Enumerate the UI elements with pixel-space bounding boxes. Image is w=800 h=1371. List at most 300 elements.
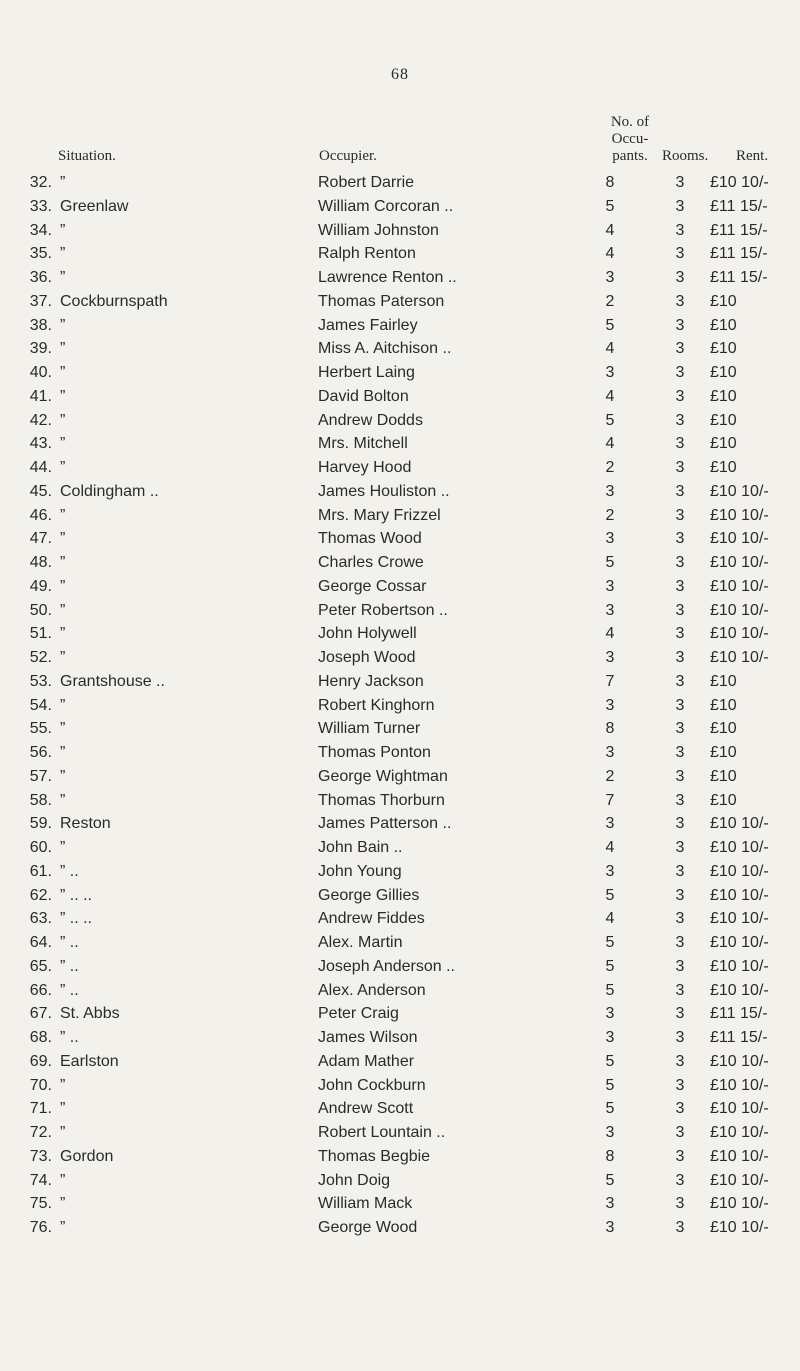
row-occupier: Henry Jackson [318, 672, 424, 690]
row-rooms: 3 [675, 981, 685, 999]
row-rent: £10 [710, 696, 737, 714]
row-occupants: 5 [605, 316, 615, 334]
row-number: 42. [29, 411, 52, 429]
table-row [0, 694, 800, 718]
row-rent: £10 [710, 364, 737, 381]
row-occupier: William Johnston [318, 221, 439, 239]
row-occupants: 4 [605, 245, 615, 263]
table-row [0, 1216, 800, 1240]
row-number: 62. [29, 886, 52, 904]
row-number: 57. [29, 767, 52, 785]
row-rooms: 3 [675, 364, 685, 381]
row-number: 63. [29, 910, 52, 928]
table-row [0, 551, 800, 575]
row-number: 66. [29, 981, 52, 999]
row-occupants: 8 [605, 1147, 615, 1165]
row-rent: £10 [710, 767, 737, 785]
row-rooms: 3 [675, 577, 685, 595]
row-rooms: 3 [675, 791, 685, 809]
row-rooms: 3 [675, 1219, 685, 1236]
row-rooms: 3 [675, 934, 685, 951]
row-rent: £10 10/- [710, 1195, 769, 1213]
row-number: 65. [29, 957, 52, 975]
row-number: 53. [29, 672, 52, 690]
row-rooms: 3 [675, 957, 685, 975]
row-occupier: Thomas Begbie [318, 1147, 431, 1165]
row-situation: Reston [60, 815, 111, 833]
table-row [0, 1121, 800, 1145]
row-occupants: 5 [605, 411, 615, 429]
row-number: 47. [29, 530, 52, 548]
row-occupier: James Wilson [318, 1029, 418, 1046]
row-situation: ” .. [60, 934, 79, 951]
table-row [0, 1097, 800, 1121]
row-situation: ” [60, 696, 66, 714]
row-rent: £10 [710, 292, 737, 310]
row-number: 44. [29, 459, 52, 476]
row-number: 70. [29, 1076, 52, 1094]
row-occupier: Andrew Dodds [318, 411, 423, 429]
row-number: 32. [29, 174, 52, 191]
table-row [0, 907, 800, 931]
row-occupants: 3 [605, 601, 615, 619]
row-rent: £11 15/- [710, 1029, 768, 1046]
row-situation: ” .. .. [60, 886, 92, 904]
row-situation: ” [60, 387, 66, 405]
row-occupier: Thomas Ponton [318, 744, 431, 761]
row-rooms: 3 [675, 340, 685, 358]
row-rooms: 3 [675, 221, 685, 239]
row-number: 55. [29, 720, 52, 738]
table-row [0, 860, 800, 884]
row-rent: £10 10/- [710, 862, 769, 880]
row-rent: £10 10/- [710, 815, 769, 833]
row-situation: ” [60, 1171, 66, 1189]
row-rent: £10 10/- [710, 482, 769, 500]
row-occupier: Robert Lountain .. [318, 1124, 446, 1141]
row-occupants: 3 [605, 1124, 615, 1141]
row-situation: ” [60, 174, 66, 191]
row-rent: £10 [710, 672, 737, 690]
row-number: 37. [29, 292, 52, 310]
row-occupier: Peter Robertson .. [318, 601, 448, 619]
row-situation: ” [60, 577, 66, 595]
row-occupants: 4 [605, 839, 615, 856]
row-rent: £10 10/- [710, 174, 769, 191]
row-occupier: Joseph Wood [318, 649, 416, 666]
table-row [0, 527, 800, 551]
table-row [0, 955, 800, 979]
row-rent: £10 10/- [710, 910, 769, 928]
row-number: 38. [29, 316, 52, 334]
row-rooms: 3 [675, 1052, 685, 1070]
header-rent: Rent. [736, 148, 769, 164]
table-row [0, 409, 800, 433]
row-occupants: 5 [605, 1171, 615, 1189]
row-rooms: 3 [675, 292, 685, 310]
row-number: 50. [29, 601, 52, 619]
row-situation: ” [60, 744, 66, 761]
row-occupants: 3 [605, 862, 615, 880]
row-rent: £11 15/- [710, 245, 768, 263]
table-row [0, 171, 800, 195]
row-rooms: 3 [675, 269, 685, 286]
row-rooms: 3 [675, 625, 685, 643]
header-situation: Situation. [58, 148, 116, 164]
row-number: 39. [29, 340, 52, 358]
row-occupants: 3 [605, 649, 615, 666]
row-occupier: William Turner [318, 720, 421, 738]
row-occupants: 2 [605, 459, 615, 476]
row-rent: £11 15/- [710, 221, 768, 239]
row-situation: ” [60, 221, 66, 239]
table-row [0, 266, 800, 290]
row-occupier: Mrs. Mitchell [318, 435, 408, 453]
row-situation: ” .. [60, 981, 79, 999]
row-occupants: 5 [605, 1100, 615, 1118]
header-rooms: Rooms. [662, 148, 709, 164]
row-occupier: George Cossar [318, 577, 427, 595]
row-occupier: Lawrence Renton .. [318, 269, 457, 286]
row-number: 73. [29, 1147, 52, 1165]
row-situation: ” [60, 554, 66, 571]
row-occupier: John Young [318, 862, 402, 880]
row-occupants: 4 [605, 910, 615, 928]
row-rooms: 3 [675, 459, 685, 476]
table-row [0, 575, 800, 599]
row-rooms: 3 [675, 435, 685, 453]
row-occupants: 5 [605, 934, 615, 951]
row-situation: ” [60, 411, 66, 429]
row-occupants: 2 [605, 506, 615, 524]
row-rooms: 3 [675, 530, 685, 548]
row-occupants: 4 [605, 221, 615, 239]
row-number: 61. [29, 862, 52, 880]
table-row [0, 1002, 800, 1026]
row-number: 45. [29, 482, 52, 500]
table-row [0, 789, 800, 813]
row-number: 68. [29, 1029, 52, 1046]
table-row [0, 1074, 800, 1098]
row-number: 54. [29, 696, 52, 714]
row-situation: ” [60, 364, 66, 381]
row-rooms: 3 [675, 696, 685, 714]
row-rent: £10 10/- [710, 530, 769, 548]
row-occupier: Thomas Thorburn [318, 791, 445, 809]
row-rent: £10 [710, 744, 737, 761]
row-occupier: Ralph Renton [318, 245, 416, 263]
table-row [0, 646, 800, 670]
row-occupants: 7 [605, 672, 615, 690]
row-rooms: 3 [675, 1124, 685, 1141]
row-rent: £10 10/- [710, 1076, 769, 1094]
row-occupants: 5 [605, 1076, 615, 1094]
row-rooms: 3 [675, 862, 685, 880]
row-rooms: 3 [675, 672, 685, 690]
row-occupier: George Gillies [318, 886, 420, 904]
row-occupants: 3 [605, 815, 615, 833]
row-rent: £10 [710, 340, 737, 358]
row-occupants: 4 [605, 340, 615, 358]
table-row [0, 717, 800, 741]
row-rent: £11 15/- [710, 269, 768, 286]
row-rooms: 3 [675, 316, 685, 334]
row-rent: £10 10/- [710, 981, 769, 999]
row-rent: £10 [710, 720, 737, 738]
table-row [0, 480, 800, 504]
row-rent: £10 10/- [710, 649, 769, 666]
row-occupier: Robert Kinghorn [318, 696, 435, 714]
row-occupier: John Bain .. [318, 839, 403, 856]
row-rent: £10 [710, 791, 737, 809]
row-number: 48. [29, 554, 52, 571]
row-rent: £10 [710, 316, 737, 334]
row-occupants: 4 [605, 387, 615, 405]
row-occupants: 4 [605, 435, 615, 453]
row-occupier: George Wood [318, 1219, 418, 1236]
row-rent: £10 10/- [710, 957, 769, 975]
row-number: 74. [29, 1171, 52, 1189]
header-occupants: No. of Occu- pants. [610, 114, 650, 164]
header-occupier: Occupier. [319, 148, 377, 164]
table-row [0, 1192, 800, 1216]
row-number: 71. [29, 1100, 52, 1118]
row-occupants: 3 [605, 269, 615, 286]
row-rent: £10 10/- [710, 839, 769, 856]
page-number: 68 [391, 66, 409, 83]
row-rooms: 3 [675, 411, 685, 429]
row-situation: Greenlaw [60, 197, 129, 215]
row-occupants: 2 [605, 292, 615, 310]
row-rent: £10 [710, 411, 737, 429]
row-rooms: 3 [675, 720, 685, 738]
row-rooms: 3 [675, 197, 685, 215]
row-situation: ” [60, 316, 66, 334]
row-rent: £10 10/- [710, 1100, 769, 1118]
table-row [0, 314, 800, 338]
row-rent: £10 10/- [710, 1147, 769, 1165]
row-occupier: Harvey Hood [318, 459, 412, 476]
table-row [0, 432, 800, 456]
row-number: 43. [29, 435, 52, 453]
row-rent: £10 10/- [710, 1219, 769, 1236]
row-situation: Grantshouse .. [60, 672, 165, 690]
row-situation: ” [60, 1100, 66, 1118]
row-rooms: 3 [675, 1100, 685, 1118]
table-row [0, 290, 800, 314]
row-rooms: 3 [675, 910, 685, 928]
row-situation: ” [60, 1124, 66, 1141]
row-number: 33. [29, 197, 52, 215]
row-occupier: James Houliston .. [318, 482, 450, 500]
row-occupants: 5 [605, 197, 615, 215]
row-rent: £10 10/- [710, 1052, 769, 1070]
row-occupier: Adam Mather [318, 1052, 415, 1070]
row-situation: Coldingham .. [60, 482, 159, 500]
table-row [0, 195, 800, 219]
row-rent: £10 [710, 459, 737, 476]
row-occupier: William Mack [318, 1195, 413, 1213]
row-occupants: 3 [605, 1029, 615, 1046]
table-row [0, 741, 800, 765]
row-occupants: 4 [605, 625, 615, 643]
row-occupier: George Wightman [318, 767, 448, 785]
row-number: 51. [29, 625, 52, 643]
row-situation: ” [60, 601, 66, 619]
row-occupier: Andrew Fiddes [318, 910, 425, 928]
row-situation: Earlston [60, 1052, 119, 1070]
row-occupier: John Cockburn [318, 1076, 426, 1094]
row-occupants: 3 [605, 482, 615, 500]
row-situation: ” [60, 459, 66, 476]
row-occupier: John Holywell [318, 625, 417, 643]
row-situation: ” [60, 435, 66, 453]
row-situation: ” .. [60, 1029, 79, 1046]
row-number: 40. [29, 364, 52, 381]
row-number: 56. [29, 744, 52, 761]
row-rooms: 3 [675, 1171, 685, 1189]
row-number: 36. [29, 269, 52, 286]
row-occupants: 8 [605, 174, 615, 191]
row-occupier: Miss A. Aitchison .. [318, 340, 452, 358]
row-situation: ” [60, 625, 66, 643]
row-occupier: Robert Darrie [318, 174, 415, 191]
row-number: 76. [29, 1219, 52, 1236]
row-occupier: David Bolton [318, 387, 409, 405]
row-situation: ” [60, 839, 66, 856]
row-number: 46. [29, 506, 52, 524]
row-number: 52. [29, 649, 52, 666]
row-occupier: Peter Craig [318, 1005, 399, 1023]
table-row [0, 884, 800, 908]
row-occupants: 7 [605, 791, 615, 809]
row-occupants: 5 [605, 957, 615, 975]
row-rent: £10 10/- [710, 554, 769, 571]
table-row [0, 337, 800, 361]
table-row [0, 219, 800, 243]
row-situation: ” [60, 767, 66, 785]
row-rent: £10 10/- [710, 506, 769, 524]
row-occupier: John Doig [318, 1171, 391, 1189]
row-occupier: James Fairley [318, 316, 418, 334]
row-rent: £10 10/- [710, 934, 769, 951]
row-rooms: 3 [675, 1195, 685, 1213]
row-occupants: 3 [605, 530, 615, 548]
row-rent: £10 10/- [710, 601, 769, 619]
row-rent: £10 [710, 435, 737, 453]
row-situation: ” [60, 1076, 66, 1094]
table-row [0, 812, 800, 836]
row-occupier: Thomas Paterson [318, 292, 445, 310]
table-row [0, 1050, 800, 1074]
row-situation: ” [60, 245, 66, 263]
row-occupants: 3 [605, 1195, 615, 1213]
row-number: 67. [29, 1005, 52, 1023]
row-situation: ” [60, 530, 66, 548]
row-occupants: 3 [605, 577, 615, 595]
table-row [0, 979, 800, 1003]
row-situation: Gordon [60, 1147, 114, 1165]
row-situation: ” [60, 649, 66, 666]
row-occupants: 5 [605, 886, 615, 904]
row-rooms: 3 [675, 245, 685, 263]
row-rooms: 3 [675, 387, 685, 405]
row-occupier: Mrs. Mary Frizzel [318, 506, 441, 524]
row-number: 72. [29, 1124, 52, 1141]
row-number: 64. [29, 934, 52, 951]
table-row [0, 242, 800, 266]
table-row [0, 622, 800, 646]
row-occupier: Andrew Scott [318, 1100, 414, 1118]
row-number: 58. [29, 791, 52, 809]
row-situation: ” [60, 791, 66, 809]
row-occupants: 5 [605, 1052, 615, 1070]
row-occupants: 3 [605, 1219, 615, 1236]
row-situation: ” [60, 506, 66, 524]
row-occupier: Charles Crowe [318, 554, 424, 571]
row-rent: £10 10/- [710, 577, 769, 595]
row-situation: Cockburnspath [60, 292, 168, 310]
row-number: 75. [29, 1195, 52, 1213]
row-rooms: 3 [675, 601, 685, 619]
row-occupants: 3 [605, 696, 615, 714]
row-rent: £10 [710, 387, 737, 405]
row-situation: ” [60, 1219, 66, 1236]
row-occupier: William Corcoran .. [318, 197, 454, 215]
table-row [0, 1169, 800, 1193]
row-occupier: Herbert Laing [318, 364, 415, 381]
row-number: 60. [29, 839, 52, 856]
housing-table [0, 171, 800, 1240]
row-rooms: 3 [675, 649, 685, 666]
table-row [0, 385, 800, 409]
row-number: 34. [29, 221, 52, 239]
row-number: 59. [29, 815, 52, 833]
table-row [0, 599, 800, 623]
row-rent: £10 10/- [710, 1124, 769, 1141]
row-situation: ” .. .. [60, 910, 92, 928]
row-rooms: 3 [675, 1029, 685, 1046]
row-rooms: 3 [675, 886, 685, 904]
row-situation: ” [60, 340, 66, 358]
row-occupants: 5 [605, 554, 615, 571]
row-occupants: 5 [605, 981, 615, 999]
row-situation: ” [60, 1195, 66, 1213]
table-row [0, 361, 800, 385]
row-occupants: 3 [605, 744, 615, 761]
row-occupier: Thomas Wood [318, 530, 422, 548]
row-rent: £11 15/- [710, 197, 768, 215]
table-row [0, 504, 800, 528]
row-rooms: 3 [675, 744, 685, 761]
row-rooms: 3 [675, 554, 685, 571]
row-occupier: Alex. Martin [318, 934, 403, 951]
row-occupants: 8 [605, 720, 615, 738]
row-rooms: 3 [675, 482, 685, 500]
row-rooms: 3 [675, 506, 685, 524]
row-rooms: 3 [675, 815, 685, 833]
table-row [0, 765, 800, 789]
row-situation: St. Abbs [60, 1005, 120, 1023]
table-row [0, 456, 800, 480]
row-occupier: James Patterson .. [318, 815, 452, 833]
row-rent: £10 10/- [710, 625, 769, 643]
row-rooms: 3 [675, 839, 685, 856]
row-rent: £10 10/- [710, 1171, 769, 1189]
row-rooms: 3 [675, 1147, 685, 1165]
row-rooms: 3 [675, 1005, 685, 1023]
row-occupants: 2 [605, 767, 615, 785]
